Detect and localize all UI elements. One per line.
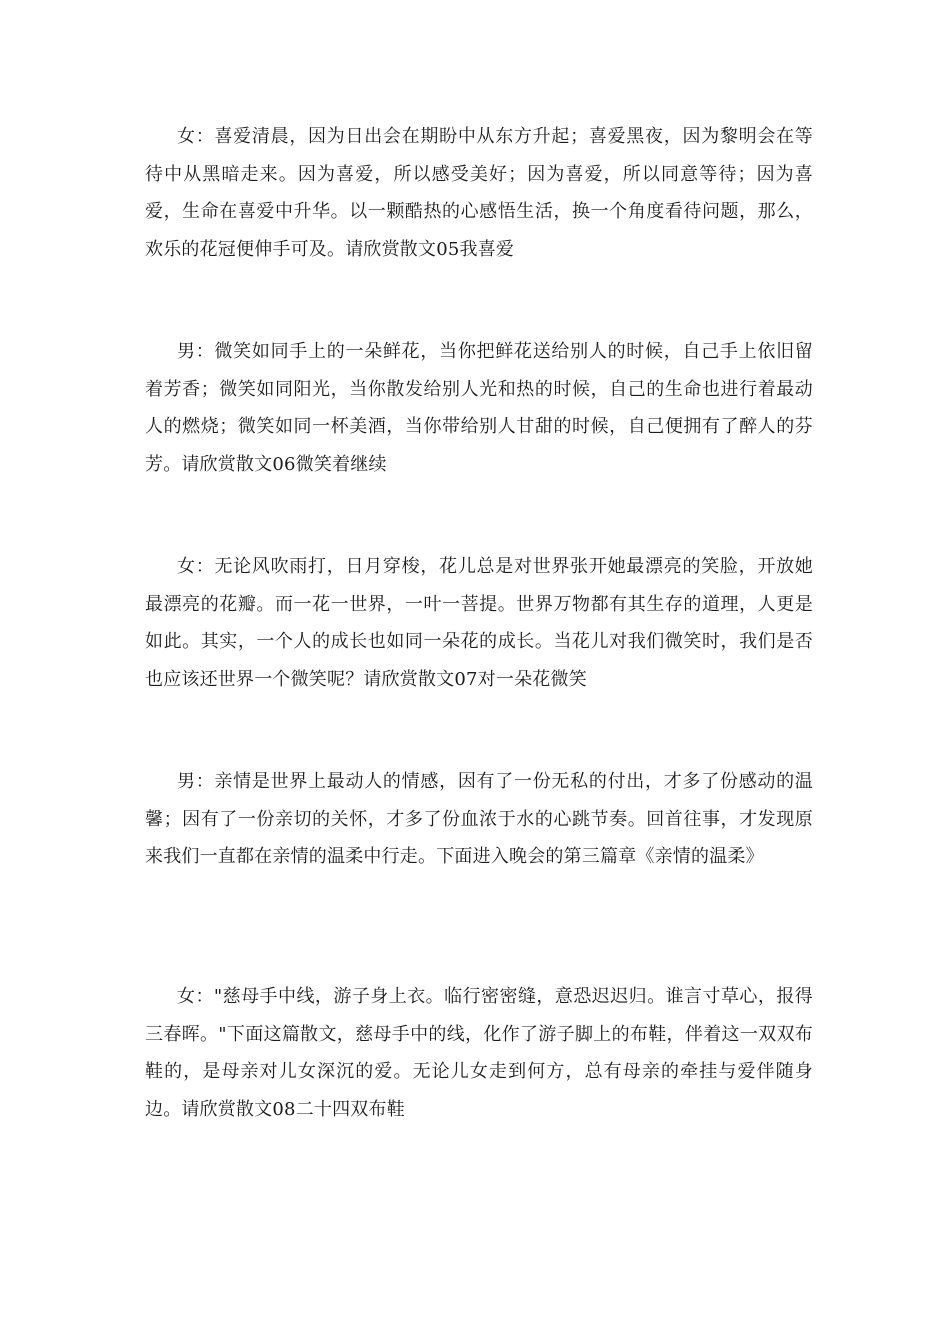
paragraph-female-host-3: 女："慈母手中线，游子身上衣。临行密密缝，意恐迟迟归。谁言寸草心，报得三春晖。"下面这篇散文，慈母手中的线，化作了游子脚上的布鞋，伴着这一双双布鞋的，是母亲对儿女深沉的爱。无论儿女走到何方，总有母亲的牵挂与爱伴随身边。请欣赏散文08二十四双布鞋: [145, 986, 813, 1120]
paragraph-female-host-2: 女：无论风吹雨打，日月穿梭，花儿总是对世界张开她最漂亮的笑脸，开放她最漂亮的花瓣。而一花一世界，一叶一菩提。世界万物都有其生存的道理，人更是如此。其实，一个人的成长也如同一朵花的成长。当花儿对我们微笑时，我们是否也应该还世界一个微笑呢？请欣赏散文07对一朵花微笑: [145, 556, 813, 690]
paragraph-male-host-2: 男：亲情是世界上最动人的情感，因有了一份无私的付出，才多了份感动的温馨；因有了一份亲切的关怀，才多了份血浓于水的心跳节奏。回首往事，才发现原来我们一直都在亲情的温柔中行走。下面进入晚会的第三篇章《亲情的温柔》: [145, 771, 813, 867]
paragraph-female-host-1: 女：喜爱清晨，因为日出会在期盼中从东方升起；喜爱黑夜，因为黎明会在等待中从黑暗走来。因为喜爱，所以感受美好；因为喜爱，所以同意等待；因为喜爱，生命在喜爱中升华。以一颗酷热的心感悟生活，换一个角度看待问题，那么，欢乐的花冠便伸手可及。请欣赏散文05我喜爱: [145, 126, 813, 260]
paragraph-male-host-1: 男：微笑如同手上的一朵鲜花，当你把鲜花送给别人的时候，自己手上依旧留着芳香；微笑如同阳光，当你散发给别人光和热的时候，自己的生命也进行着最动人的燃烧；微笑如同一杯美酒，当你带给别人甘甜的时候，自己便拥有了醉人的芬芳。请欣赏散文06微笑着继续: [145, 341, 813, 475]
